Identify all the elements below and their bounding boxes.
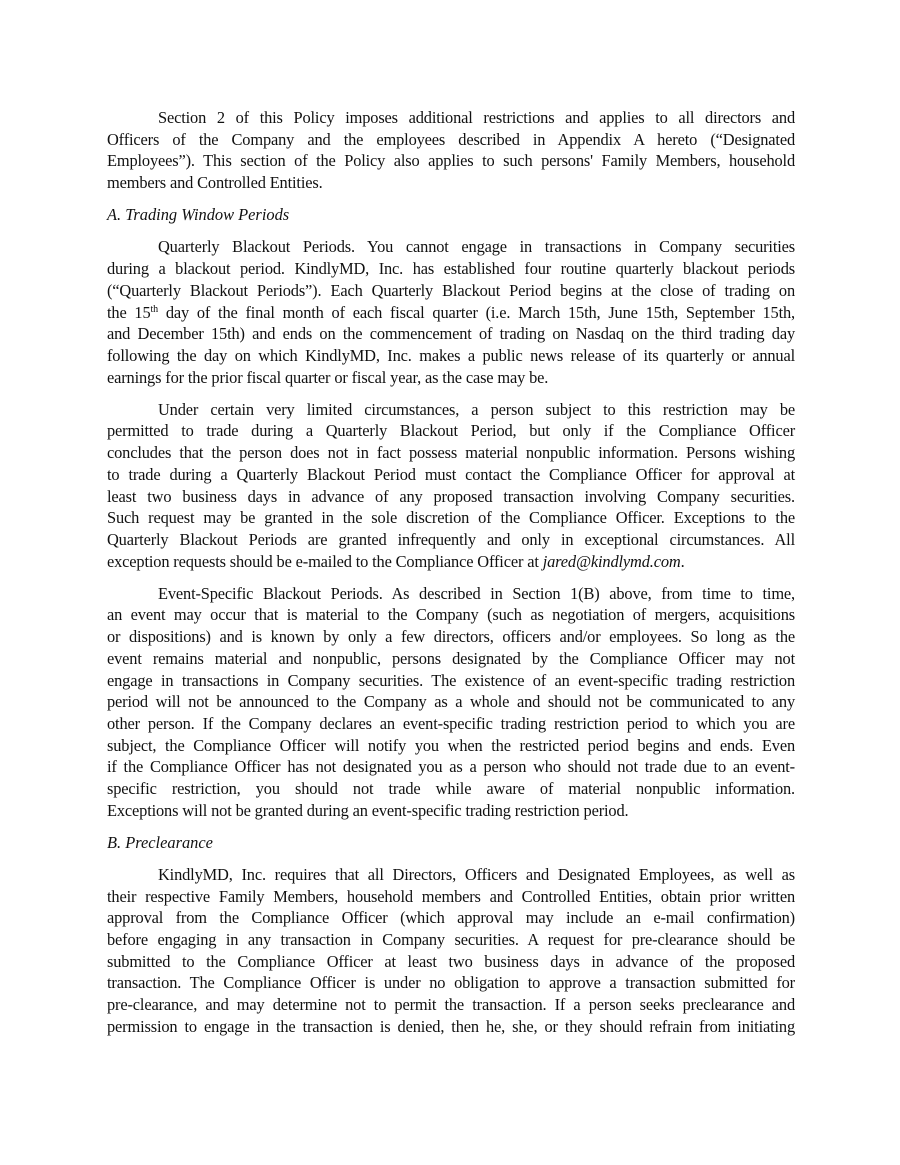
paragraph <box>107 107 795 194</box>
text-line: members and Controlled Entities. <box>107 173 323 193</box>
text-segment: the 15 <box>107 302 151 322</box>
text-line: transaction. The Compliance Officer is under no obligation to approve a transaction submitted for <box>107 973 795 993</box>
text-segment: . <box>680 551 685 571</box>
text-line: specific restriction, you should not trade while aware of material nonpublic information. <box>107 778 795 798</box>
section-heading: B. Preclearance <box>107 832 213 852</box>
text-line: Quarterly Blackout Periods. You cannot engage in transactions in Company securities <box>158 237 795 257</box>
text-line: during a blackout period. KindlyMD, Inc. has established four routine quarterly blackout periods <box>107 259 795 279</box>
text-line <box>107 302 795 324</box>
superscript: th <box>150 303 158 315</box>
paragraph <box>107 399 795 573</box>
text-line: Such request may be granted in the sole discretion of the Compliance Officer. Exceptions to the <box>107 508 795 528</box>
text-line: Under certain very limited circumstances, a person subject to this restriction may be <box>158 399 795 419</box>
text-line: Event-Specific Blackout Periods. As described in Section 1(B) above, from time to time, <box>158 583 795 603</box>
text-line: following the day on which KindlyMD, Inc. makes a public news release of its quarterly or annual <box>107 345 795 365</box>
text-line: to trade during a Quarterly Blackout Period must contact the Compliance Officer for approval at <box>107 464 795 484</box>
text-line: Officers of the Company and the employees described in Appendix A hereto (“Designated <box>107 129 795 149</box>
text-line: and December 15th) and ends on the commencement of trading on Nasdaq on the third trading day <box>107 324 795 344</box>
text-line: permission to engage in the transaction is denied, then he, she, or they should refrain from initiating <box>107 1016 795 1036</box>
text-line: pre-clearance, and may determine not to permit the transaction. If a person seeks preclearance and <box>107 995 795 1015</box>
paragraph <box>107 236 795 388</box>
text-line: event remains material and nonpublic, persons designated by the Compliance Officer may not <box>107 648 795 668</box>
text-line: engage in transactions in Company securities. The existence of an event-specific trading restriction <box>107 670 795 690</box>
paragraph <box>107 864 795 1038</box>
text-line: (“Quarterly Blackout Periods”). Each Quarterly Blackout Period begins at the close of trading on <box>107 280 795 300</box>
text-line: Exceptions will not be granted during an event-specific trading restriction period. <box>107 800 629 820</box>
text-line: earnings for the prior fiscal quarter or fiscal year, as the case may be. <box>107 367 549 387</box>
text-line: least two business days in advance of any proposed transaction involving Company securities. <box>107 486 795 506</box>
text-line: if the Compliance Officer has not designated you as a person who should not trade due to an event- <box>107 757 795 777</box>
text-line <box>107 551 795 573</box>
text-line: Section 2 of this Policy imposes additional restrictions and applies to all directors and <box>158 108 795 127</box>
text-line: period will not be announced to the Company as a whole and should not be communicated to any <box>107 692 795 712</box>
text-line: their respective Family Members, household members and Controlled Entities, obtain prior written <box>107 886 795 906</box>
text-line: approval from the Compliance Officer (which approval may include an e-mail confirmation) <box>107 908 795 928</box>
text-line: an event may occur that is material to the Company (such as negotiation of mergers, acquisitions <box>107 605 795 625</box>
text-line: Quarterly Blackout Periods are granted infrequently and only in exceptional circumstances. All <box>107 529 795 549</box>
text-line: or dispositions) and is known by only a few directors, officers and/or employees. So long as the <box>107 627 795 647</box>
text-line: submitted to the Compliance Officer at least two business days in advance of the proposed <box>107 951 795 971</box>
text-line: concludes that the person does not in fact possess material nonpublic information. Persons wishing <box>107 443 795 463</box>
text-line: Employees”). This section of the Policy also applies to such persons' Family Members, household <box>107 151 795 171</box>
paragraph <box>107 583 795 822</box>
text-line: subject, the Compliance Officer will notify you when the restricted period begins and ends. Even <box>107 735 795 755</box>
section-heading: A. Trading Window Periods <box>107 205 290 225</box>
text-segment: exception requests should be e-mailed to the Compliance Officer at <box>107 551 543 571</box>
email-text: jared@kindlymd.com <box>542 551 681 571</box>
text-line: before engaging in any transaction in Company securities. A request for pre-clearance should be <box>107 930 795 950</box>
text-line: KindlyMD, Inc. requires that all Directors, Officers and Designated Employees, as well as <box>158 865 795 884</box>
text-line: permitted to trade during a Quarterly Blackout Period, but only if the Compliance Officer <box>107 421 795 441</box>
text-segment: day of the final month of each fiscal quarter (i.e. March 15th, June 15th, September 15th, <box>157 302 795 322</box>
text-line: other person. If the Company declares an event-specific trading restriction period to which you are <box>107 713 795 733</box>
document-page <box>107 107 795 1048</box>
